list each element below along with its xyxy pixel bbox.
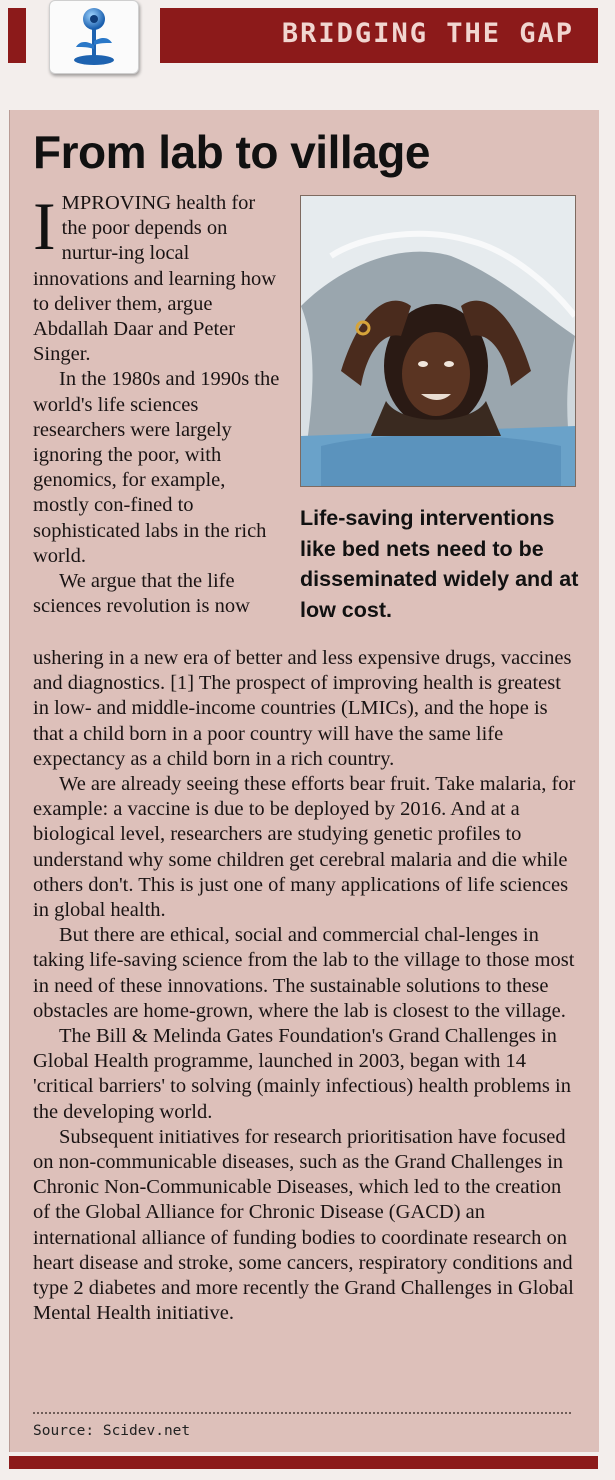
bed-net-photo <box>300 195 576 487</box>
intro-paragraph: MPROVING health for the poor depends on nurtur-ing local innovations and learning how to deliver them, argue Abdallah Daar and Peter Singer. <box>33 192 277 366</box>
article-column-full <box>33 646 578 1326</box>
plant-logo-icon <box>70 5 118 67</box>
section-banner <box>160 8 598 63</box>
paragraph-1: In the 1980s and 1990s the world's life sciences researchers were largely ignoring the poor, with genomics, for example, mostly con-fined to sophisticated labs in the rich world. <box>33 368 280 567</box>
logo <box>49 0 139 74</box>
section-title: BRIDGING THE GAP <box>281 18 574 49</box>
photo-illustration <box>301 196 575 486</box>
paragraph-2-continued: ushering in a new era of better and less expensive drugs, vaccines and diagnostics. [1] The prospect of improving health is greatest in low- and middle-income countries (LMICs), and the hope is that a child born in a poor country will have the same life expectancy as a child born in a rich country. <box>33 647 572 770</box>
photo-caption: Life-saving interventions like bed nets need to be disseminated widely and at low cost. <box>300 506 579 622</box>
footer-accent-bar <box>9 1456 598 1469</box>
paragraph-4: But there are ethical, social and commercial chal-lenges in taking life-saving science from the lab to the village to those most in need of these innovations. The sustainable solutions to these obstacles are home-grown, where the lab is closest to the village. <box>33 924 575 1022</box>
article-column-left <box>33 188 283 619</box>
header-accent-bar <box>8 8 26 63</box>
source-credit: Source: Scidev.net <box>33 1423 191 1439</box>
source-divider <box>33 1412 571 1414</box>
paragraph-6: Subsequent initiatives for research prioritisation have focused on non-communicable diseases, such as the Grand Challenges in Chronic Non-Communicable Diseases, which led to the creation of the Global Alliance for Chronic Disease (GACD) an international alliance of funding bodies to coordinate research on heart disease and stroke, some cancers, respiratory conditions and type 2 diabetes and more recently the Grand Challenges in Global Mental Health initiative. <box>33 1125 574 1325</box>
drop-cap: I <box>33 188 56 264</box>
article-headline: From lab to village <box>33 126 430 178</box>
paragraph-2-start: We argue that the life sciences revolution is now <box>33 570 250 618</box>
paragraph-3: We are already seeing these efforts bear fruit. Take malaria, for example: a vaccine is due to be deployed by 2016. And at a biological level, researchers are studying genetic profiles to understand why some children get cerebral malaria and die while others don't. This is just one of many applications of life sciences in global health. <box>33 773 576 922</box>
paragraph-5: The Bill & Melinda Gates Foundation's Grand Challenges in Global Health programme, launched in 2003, began with 14 'critical barriers' to solving (mainly infectious) health problems in the developing world. <box>33 1025 571 1123</box>
